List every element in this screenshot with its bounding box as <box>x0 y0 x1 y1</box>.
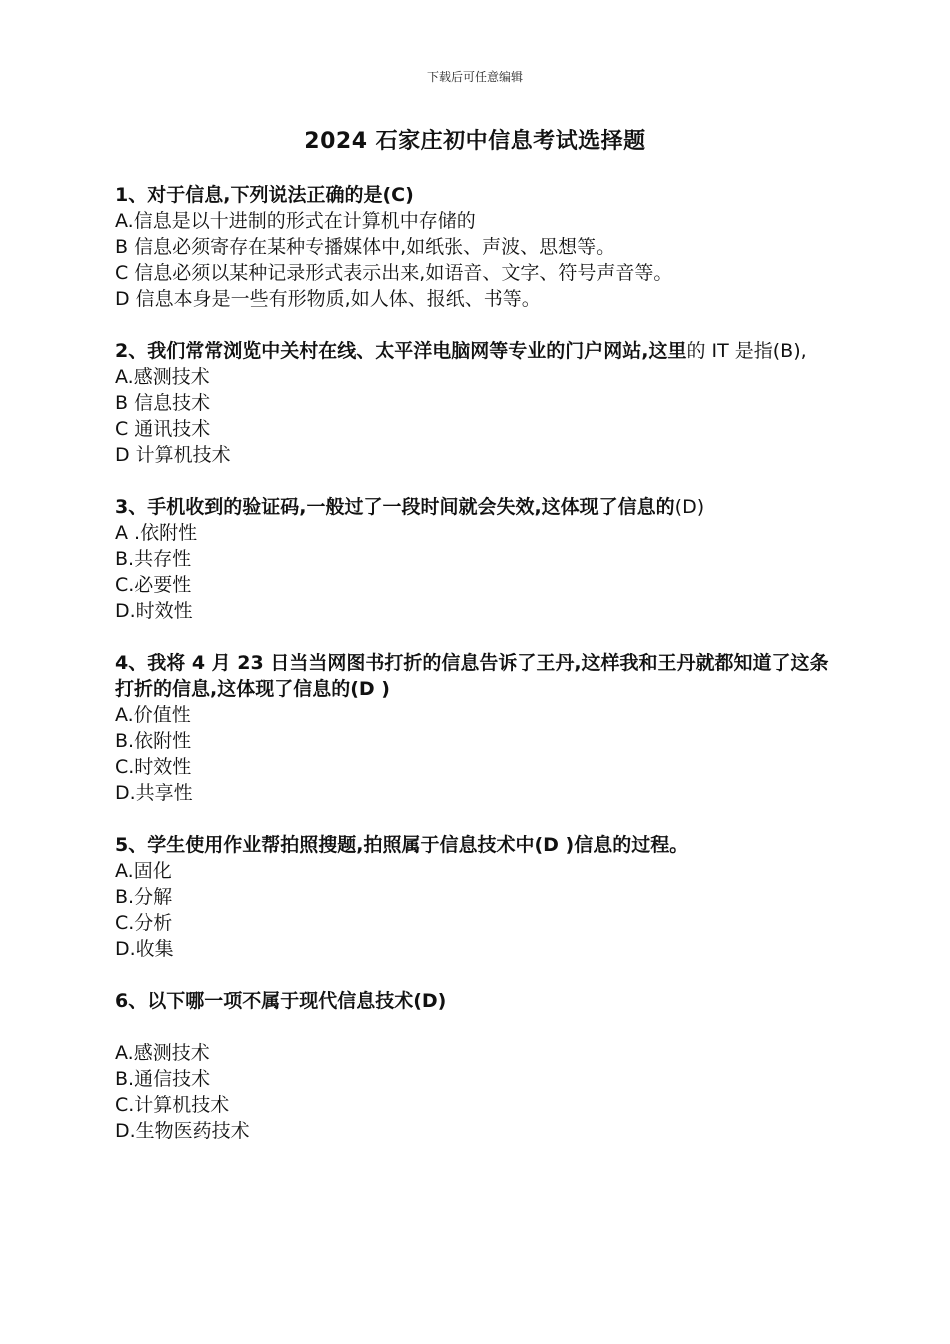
question-6 <box>115 988 845 1144</box>
header-note: 下载后可任意编辑 <box>426 70 523 84</box>
question-3 <box>115 494 845 624</box>
question-list <box>115 182 845 1170</box>
question-4 <box>115 650 845 806</box>
option-d: D.生物医药技术 <box>115 1120 250 1142</box>
option-b: B.依附性 <box>115 730 192 752</box>
question-2 <box>115 338 845 468</box>
option-d: D 计算机技术 <box>115 444 231 466</box>
option-c: C 通讯技术 <box>115 418 211 440</box>
option-a: A.感测技术 <box>115 366 210 388</box>
question-stem <box>115 182 845 208</box>
question-stem-bold: 1、对于信息,下列说法正确的是(C) <box>115 184 414 206</box>
option-d: D.共享性 <box>115 782 193 804</box>
option-b: B 信息技术 <box>115 392 211 414</box>
question-1 <box>115 182 845 312</box>
question-5 <box>115 832 845 962</box>
question-stem-bold: 5、学生使用作业帮拍照搜题,拍照属于信息技术中(D )信息的过程。 <box>115 834 689 856</box>
option-a: A.感测技术 <box>115 1042 210 1064</box>
question-stem-bold: 2、我们常常浏览中关村在线、太平洋电脑网等专业的门户网站,这里 <box>115 340 687 362</box>
question-stem <box>115 338 845 364</box>
question-stem-normal: 的 IT 是指(B), <box>686 340 807 362</box>
question-stem <box>115 988 845 1014</box>
option-c: C.必要性 <box>115 574 192 596</box>
option-c: C.分析 <box>115 912 173 934</box>
question-stem <box>115 650 845 702</box>
document-title: 2024 石家庄初中信息考试选择题 <box>304 129 646 154</box>
option-d: D 信息本身是一些有形物质,如人体、报纸、书等。 <box>115 288 541 310</box>
question-stem <box>115 494 845 520</box>
question-stem-normal: (D) <box>674 496 705 518</box>
option-c: C.计算机技术 <box>115 1094 230 1116</box>
option-b: B.通信技术 <box>115 1068 211 1090</box>
question-stem-bold: 4、我将 4 月 23 日当当网图书打折的信息告诉了王丹,这样我和王丹就都知道了这条打折的信息,这体现了信息的(D ) <box>115 652 829 700</box>
option-c: C.时效性 <box>115 756 192 778</box>
option-d: D.收集 <box>115 938 174 960</box>
option-d: D.时效性 <box>115 600 193 622</box>
question-stem-bold: 6、以下哪一项不属于现代信息技术(D) <box>115 990 447 1012</box>
option-a: A.信息是以十进制的形式在计算机中存储的 <box>115 210 476 232</box>
option-b: B.分解 <box>115 886 173 908</box>
option-c: C 信息必须以某种记录形式表示出来,如语音、文字、符号声音等。 <box>115 262 673 284</box>
option-b: B.共存性 <box>115 548 192 570</box>
question-stem <box>115 832 845 858</box>
option-a: A.价值性 <box>115 704 191 726</box>
option-b: B 信息必须寄存在某种专播媒体中,如纸张、声波、思想等。 <box>115 236 616 258</box>
question-stem-bold: 3、手机收到的验证码,一般过了一段时间就会失效,这体现了信息的 <box>115 496 675 518</box>
option-a: A.固化 <box>115 860 172 882</box>
option-a: A .依附性 <box>115 522 198 544</box>
